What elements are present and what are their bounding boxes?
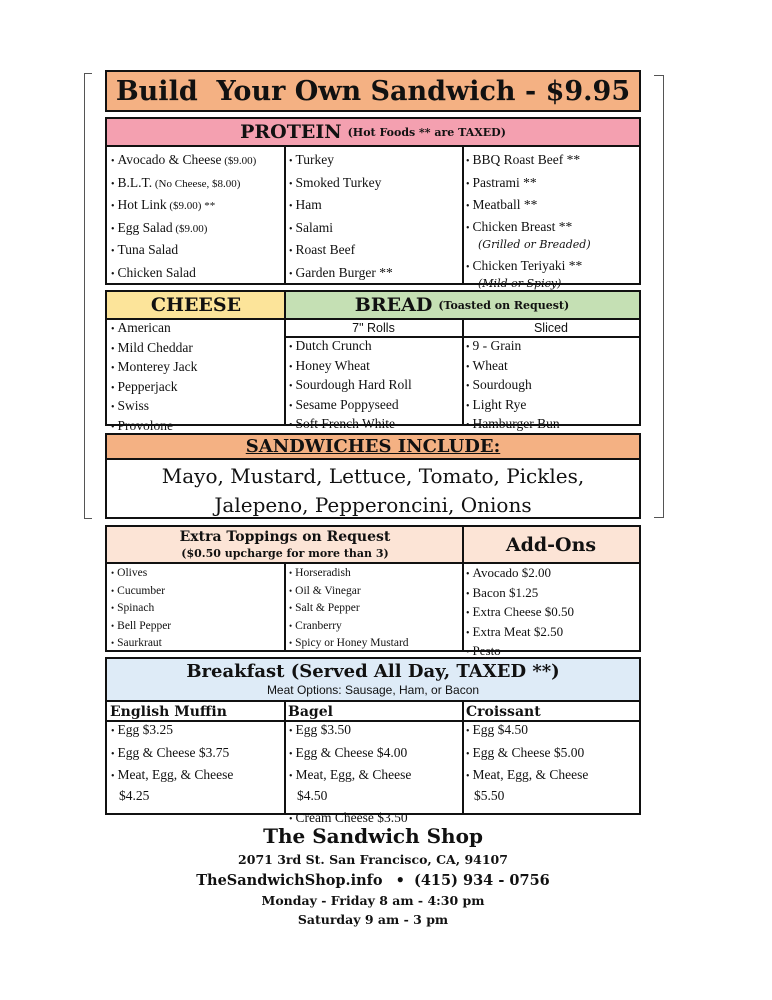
protein-item-name: B.L.T. xyxy=(117,174,153,190)
bread-header xyxy=(285,292,639,320)
protein-title: PROTEIN xyxy=(240,121,342,143)
sliced-label: Sliced xyxy=(533,321,569,335)
protein-item-note: ($9.00) ** xyxy=(166,200,216,212)
rolls-label-cell xyxy=(285,320,462,336)
breakfast-title: Breakfast (Served All Day, TAXED **) xyxy=(186,661,560,682)
toppings-header xyxy=(107,527,463,564)
bread-title: BREAD xyxy=(354,294,433,316)
cheese-item: • Swiss xyxy=(111,397,197,417)
protein-item xyxy=(111,218,256,241)
bullet-separator: • xyxy=(395,872,405,889)
shop-website[interactable]: TheSandwichShop.info xyxy=(196,872,383,889)
muffin-label: English Muffin xyxy=(110,704,227,720)
addon-item: • Avocado $2.00 xyxy=(466,564,574,584)
cheese-item: • American xyxy=(111,319,197,339)
croissant-list xyxy=(466,721,588,807)
protein-item: • BBQ Roast Beef ** xyxy=(466,150,591,173)
toppings-col-1 xyxy=(111,565,171,653)
rolls-list xyxy=(289,337,412,435)
protein-item: • Ham xyxy=(289,195,393,218)
bread-sliced-item: • Light Rye xyxy=(466,396,560,416)
protein-section xyxy=(105,117,641,290)
protein-item-name: Tuna Salad xyxy=(117,242,179,257)
protein-item: • Chicken Teriyaki ** xyxy=(466,257,591,276)
topping-item: • Oil & Vinegar xyxy=(289,583,409,601)
bread-sliced-item: • Wheat xyxy=(466,357,560,377)
cheese-title: CHEESE xyxy=(150,294,242,316)
protein-col-1 xyxy=(111,150,256,285)
protein-item-name: Avocado & Cheese xyxy=(117,152,222,167)
cheese-item: • Pepperjack xyxy=(111,378,197,398)
includes-line-2: Jalepeno, Pepperoncini, Onions xyxy=(214,493,532,517)
protein-item: • Salami xyxy=(289,218,393,241)
addon-item: • Extra Cheese $0.50 xyxy=(466,603,574,623)
bread-note: (Toasted on Request) xyxy=(438,298,570,312)
addon-item: • Extra Meat $2.50 xyxy=(466,623,574,643)
title-box xyxy=(105,70,641,112)
includes-header xyxy=(107,435,639,460)
includes-text xyxy=(107,462,639,520)
shop-name: The Sandwich Shop xyxy=(263,824,483,848)
sliced-list xyxy=(466,337,560,435)
bagel-item: • Cream Cheese $3.50 xyxy=(289,809,411,830)
protein-item-subnote: (Mild or Spicy) xyxy=(478,276,562,290)
topping-item: • Olives xyxy=(111,565,171,583)
protein-item-note: ($9.00) xyxy=(172,222,208,235)
shop-phone[interactable]: (415) 934 - 0756 xyxy=(413,872,550,889)
muffin-item: • Meat, Egg, & Cheese xyxy=(111,766,233,787)
protein-header xyxy=(107,119,639,147)
protein-item: • Smoked Turkey xyxy=(289,173,393,196)
protein-item xyxy=(111,263,256,286)
muffin-item: $4.25 xyxy=(119,787,150,803)
muffin-list xyxy=(111,721,233,807)
toppings-col-2 xyxy=(289,565,409,653)
sliced-label-cell xyxy=(463,320,639,336)
left-bracket xyxy=(84,73,92,519)
rolls-label: 7" Rolls xyxy=(352,321,395,335)
protein-item xyxy=(111,240,256,263)
includes-title: SANDWICHES INCLUDE: xyxy=(245,436,501,457)
bagel-item: • Meat, Egg, & Cheese xyxy=(289,766,411,787)
addons-header xyxy=(463,527,639,564)
includes-section xyxy=(105,433,641,519)
protein-item-name: Hot Link xyxy=(117,197,167,212)
cheese-item: • Monterey Jack xyxy=(111,358,197,378)
protein-col-2 xyxy=(289,150,393,285)
toppings-subtitle: ($0.50 upcharge for more than 3) xyxy=(181,546,389,560)
topping-item: • Horseradish xyxy=(289,565,409,583)
topping-item: • Saurkraut xyxy=(111,635,171,653)
protein-item: • Pastrami ** xyxy=(466,173,591,196)
bread-sliced-item: • Hamburger Bun xyxy=(466,415,560,435)
protein-item: • Roast Beef xyxy=(289,240,393,263)
croissant-item: • Egg & Cheese $5.00 xyxy=(466,744,588,765)
hours-saturday: Saturday 9 am - 3 pm xyxy=(297,912,449,927)
hours-weekday: Monday - Friday 8 am - 4:30 pm xyxy=(261,893,485,908)
bread-roll-item: • Sourdough Hard Roll xyxy=(289,376,412,396)
protein-item: • Meatball ** xyxy=(466,195,591,218)
bagel-label: Bagel xyxy=(288,704,333,720)
croissant-label: Croissant xyxy=(466,704,541,720)
bagel-item: • Egg $3.50 xyxy=(289,721,411,742)
topping-item: • Cranberry xyxy=(289,618,409,636)
addons-title: Add-Ons xyxy=(505,533,597,556)
topping-item: • Spinach xyxy=(111,600,171,618)
muffin-item: • Egg & Cheese $3.75 xyxy=(111,744,233,765)
bagel-list xyxy=(289,721,411,830)
protein-item: • Garden Burger ** xyxy=(289,263,393,286)
protein-note: (Hot Foods ** are TAXED) xyxy=(347,125,506,139)
croissant-item: • Meat, Egg, & Cheese xyxy=(466,766,588,787)
topping-item: • Bell Pepper xyxy=(111,618,171,636)
bagel-item: • Egg & Cheese $4.00 xyxy=(289,744,411,765)
bread-roll-item: • Soft French White xyxy=(289,415,412,435)
bread-roll-item: • Dutch Crunch xyxy=(289,337,412,357)
includes-line-1: Mayo, Mustard, Lettuce, Tomato, Pickles, xyxy=(161,464,585,488)
protein-col-3 xyxy=(466,150,591,291)
addon-item: • Bacon $1.25 xyxy=(466,584,574,604)
toppings-addons-section xyxy=(105,525,641,659)
cheese-header xyxy=(107,292,285,320)
page-title: Build Your Own Sandwich - $9.95 xyxy=(115,75,631,107)
cheese-item: • Mild Cheddar xyxy=(111,339,197,359)
protein-item xyxy=(111,195,256,218)
breakfast-section xyxy=(105,657,641,825)
addons-list xyxy=(466,564,574,662)
bread-sliced-item: • 9 - Grain xyxy=(466,337,560,357)
right-bracket xyxy=(654,75,664,518)
topping-item: • Cucumber xyxy=(111,583,171,601)
topping-item: • Spicy or Honey Mustard xyxy=(289,635,409,653)
topping-item: • Salt & Pepper xyxy=(289,600,409,618)
protein-item-name: Egg Salad xyxy=(117,219,173,235)
footer xyxy=(105,822,641,929)
shop-address: 2071 3rd St. San Francisco, CA, 94107 xyxy=(238,852,508,867)
addon-item: • Pesto xyxy=(466,642,574,662)
bread-sliced-item: • Sourdough xyxy=(466,376,560,396)
protein-item: • Turkey xyxy=(289,150,393,173)
breakfast-subtitle: Meat Options: Sausage, Ham, or Bacon xyxy=(266,683,480,697)
protein-item: • Chicken Breast ** xyxy=(466,218,591,237)
breakfast-header xyxy=(107,659,639,702)
muffin-item: • Egg $3.25 xyxy=(111,721,233,742)
protein-item-subnote: (Grilled or Breaded) xyxy=(478,237,591,251)
protein-item-note: ($9.00) xyxy=(221,155,257,167)
croissant-item: $5.50 xyxy=(474,787,505,803)
protein-item xyxy=(111,150,256,173)
protein-item-note: (No Cheese, $8.00) xyxy=(152,177,241,190)
protein-item-name: Chicken Salad xyxy=(117,264,196,280)
bagel-item: $4.50 xyxy=(297,787,328,803)
protein-item xyxy=(111,173,256,196)
bread-roll-item: • Sesame Poppyseed xyxy=(289,396,412,416)
cheese-bread-section xyxy=(105,290,641,433)
cheese-list xyxy=(111,319,197,436)
croissant-item: • Egg $4.50 xyxy=(466,721,588,742)
bread-roll-item: • Honey Wheat xyxy=(289,357,412,377)
toppings-title: Extra Toppings on Request xyxy=(179,528,391,545)
cheese-item: • Provolone xyxy=(111,417,197,437)
